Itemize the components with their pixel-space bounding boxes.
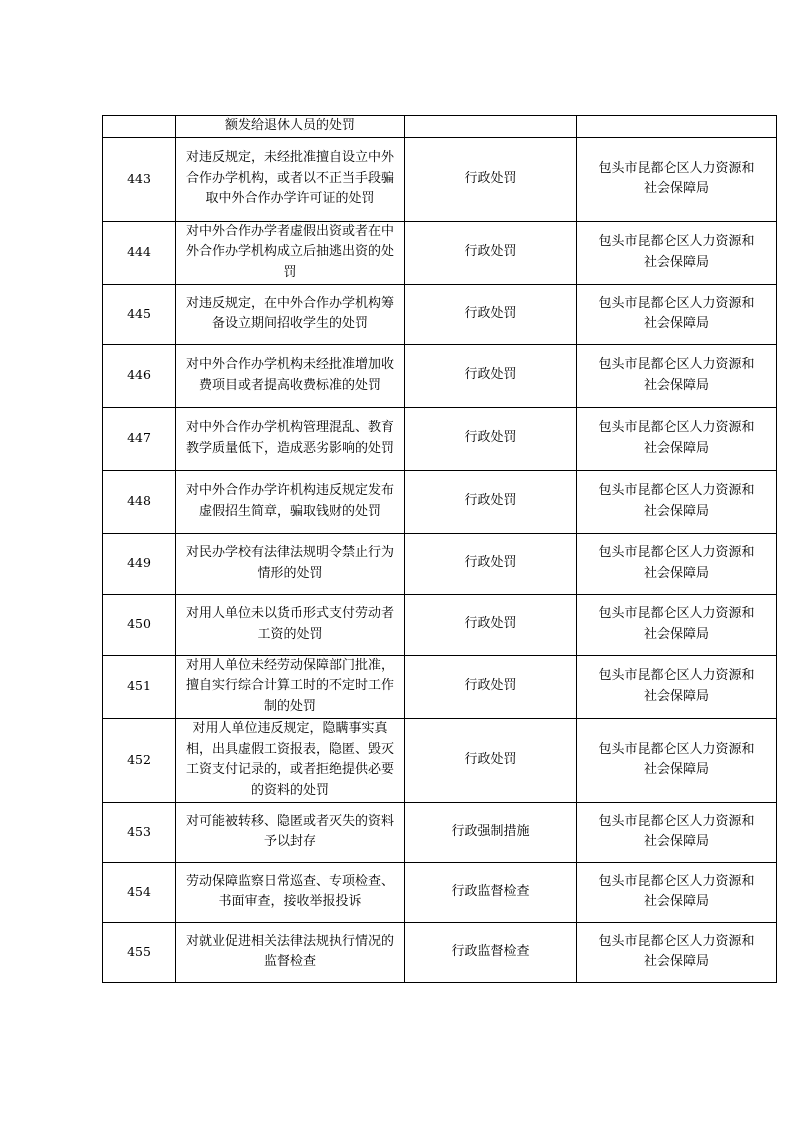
row-number: 444 (103, 221, 176, 284)
authority-line: 包头市昆都仑区人力资源和 (598, 483, 755, 498)
authority-line: 社会保障局 (643, 377, 709, 393)
item-type: 行政监督检查 (405, 862, 577, 922)
item-type: 行政处罚 (405, 533, 577, 594)
table-row (103, 655, 777, 718)
item-type: 行政处罚 (405, 284, 577, 344)
authority-line: 包头市昆都仑区人力资源和 (598, 234, 755, 249)
row-number: 452 (103, 718, 176, 802)
item-authority (577, 922, 777, 982)
item-description: 对中外合作办学机构未经批准增加收费项目或者提高收费标准的处罚 (176, 344, 405, 407)
item-type: 行政强制措施 (405, 802, 577, 862)
item-description: 对民办学校有法律法规明令禁止行为情形的处罚 (176, 533, 405, 594)
authority-line: 社会保障局 (643, 316, 709, 331)
row-number: 455 (103, 922, 176, 982)
row-number: 447 (103, 407, 176, 470)
authority-line: 社会保障局 (643, 503, 709, 519)
authority-line: 包头市昆都仑区人力资源和 (598, 545, 755, 560)
row-number: 454 (103, 862, 176, 922)
authority-line: 社会保障局 (643, 894, 709, 909)
item-type: 行政处罚 (405, 470, 577, 533)
table-row (103, 221, 777, 284)
row-number: 453 (103, 802, 176, 862)
table-row (103, 137, 777, 221)
item-description: 对中外合作办学许机构违反规定发布虚假招生简章，骗取钱财的处罚 (176, 470, 405, 533)
authority-line: 包头市昆都仑区人力资源和 (598, 668, 755, 683)
table-row (103, 116, 777, 138)
item-description: 对就业促进相关法律法规执行情况的监督检查 (176, 922, 405, 982)
row-number: 445 (103, 284, 176, 344)
item-description: 对用人单位违反规定，隐瞒事实真相，出具虚假工资报表，隐匿、毁灭工资支付记录的，或者拒绝提供必要的资料的处罚 (176, 718, 405, 802)
item-description: 对用人单位未以货币形式支付劳动者工资的处罚 (176, 594, 405, 655)
item-description: 劳动保障监察日常巡查、专项检查、书面审查，接收举报投诉 (176, 862, 405, 922)
authority-line: 包头市昆都仑区人力资源和 (598, 420, 755, 435)
item-authority (577, 221, 777, 284)
item-authority (577, 344, 777, 407)
table-row (103, 802, 777, 862)
item-type: 行政处罚 (405, 594, 577, 655)
item-description: 对中外合作办学者虚假出资或者在中外合作办学机构成立后抽逃出资的处罚 (176, 221, 405, 284)
table-row (103, 922, 777, 982)
item-authority (577, 407, 777, 470)
item-description: 对中外合作办学机构管理混乱、教育教学质量低下，造成恶劣影响的处罚 (176, 407, 405, 470)
table-row (103, 407, 777, 470)
item-description: 对可能被转移、隐匿或者灭失的资料予以封存 (176, 802, 405, 862)
item-type: 行政处罚 (405, 344, 577, 407)
table-row (103, 718, 777, 802)
authority-line: 社会保障局 (643, 626, 709, 642)
item-type: 行政处罚 (405, 718, 577, 802)
item-authority (577, 470, 777, 533)
item-description: 对违反规定，在中外合作办学机构筹备设立期间招收学生的处罚 (176, 284, 405, 344)
row-number: 450 (103, 594, 176, 655)
item-authority (577, 718, 777, 802)
row-number: 448 (103, 470, 176, 533)
authority-line: 包头市昆都仑区人力资源和 (598, 606, 755, 621)
authority-line: 社会保障局 (643, 181, 709, 196)
item-description: 额发给退休人员的处罚 (176, 116, 405, 138)
item-type (405, 116, 577, 138)
item-authority (577, 594, 777, 655)
item-type: 行政处罚 (405, 655, 577, 718)
table-row (103, 284, 777, 344)
authority-line: 社会保障局 (643, 254, 709, 270)
authority-line: 社会保障局 (643, 762, 709, 777)
authority-line: 社会保障局 (643, 834, 709, 849)
authority-line: 包头市昆都仑区人力资源和 (598, 357, 755, 372)
table-row (103, 594, 777, 655)
item-authority (577, 116, 777, 138)
authority-line: 包头市昆都仑区人力资源和 (598, 933, 755, 949)
row-number: 449 (103, 533, 176, 594)
authority-line: 包头市昆都仑区人力资源和 (598, 741, 755, 757)
item-description: 对用人单位未经劳动保障部门批准，擅自实行综合计算工时的不定时工作制的处罚 (176, 655, 405, 718)
authority-line: 包头市昆都仑区人力资源和 (598, 160, 755, 176)
authority-line: 社会保障局 (643, 440, 709, 456)
table-row (103, 344, 777, 407)
authority-line: 包头市昆都仑区人力资源和 (598, 295, 755, 311)
item-description: 对违反规定，未经批准擅自设立中外合作办学机构，或者以不正当手段骗取中外合作办学许可证的处罚 (176, 137, 405, 221)
item-type: 行政处罚 (405, 221, 577, 284)
item-authority (577, 655, 777, 718)
item-type: 行政处罚 (405, 137, 577, 221)
table-row (103, 470, 777, 533)
table-row (103, 533, 777, 594)
row-number: 451 (103, 655, 176, 718)
authority-line: 社会保障局 (643, 688, 709, 704)
item-type: 行政处罚 (405, 407, 577, 470)
row-number: 443 (103, 137, 176, 221)
authority-line: 社会保障局 (643, 954, 709, 969)
item-authority (577, 533, 777, 594)
item-authority (577, 862, 777, 922)
item-authority (577, 802, 777, 862)
item-authority (577, 284, 777, 344)
table-row (103, 862, 777, 922)
row-number: 446 (103, 344, 176, 407)
authority-table (102, 115, 777, 983)
item-type: 行政监督检查 (405, 922, 577, 982)
row-number (103, 116, 176, 138)
authority-line: 包头市昆都仑区人力资源和 (598, 873, 755, 889)
authority-line: 包头市昆都仑区人力资源和 (598, 813, 755, 829)
authority-line: 社会保障局 (643, 565, 709, 581)
item-authority (577, 137, 777, 221)
